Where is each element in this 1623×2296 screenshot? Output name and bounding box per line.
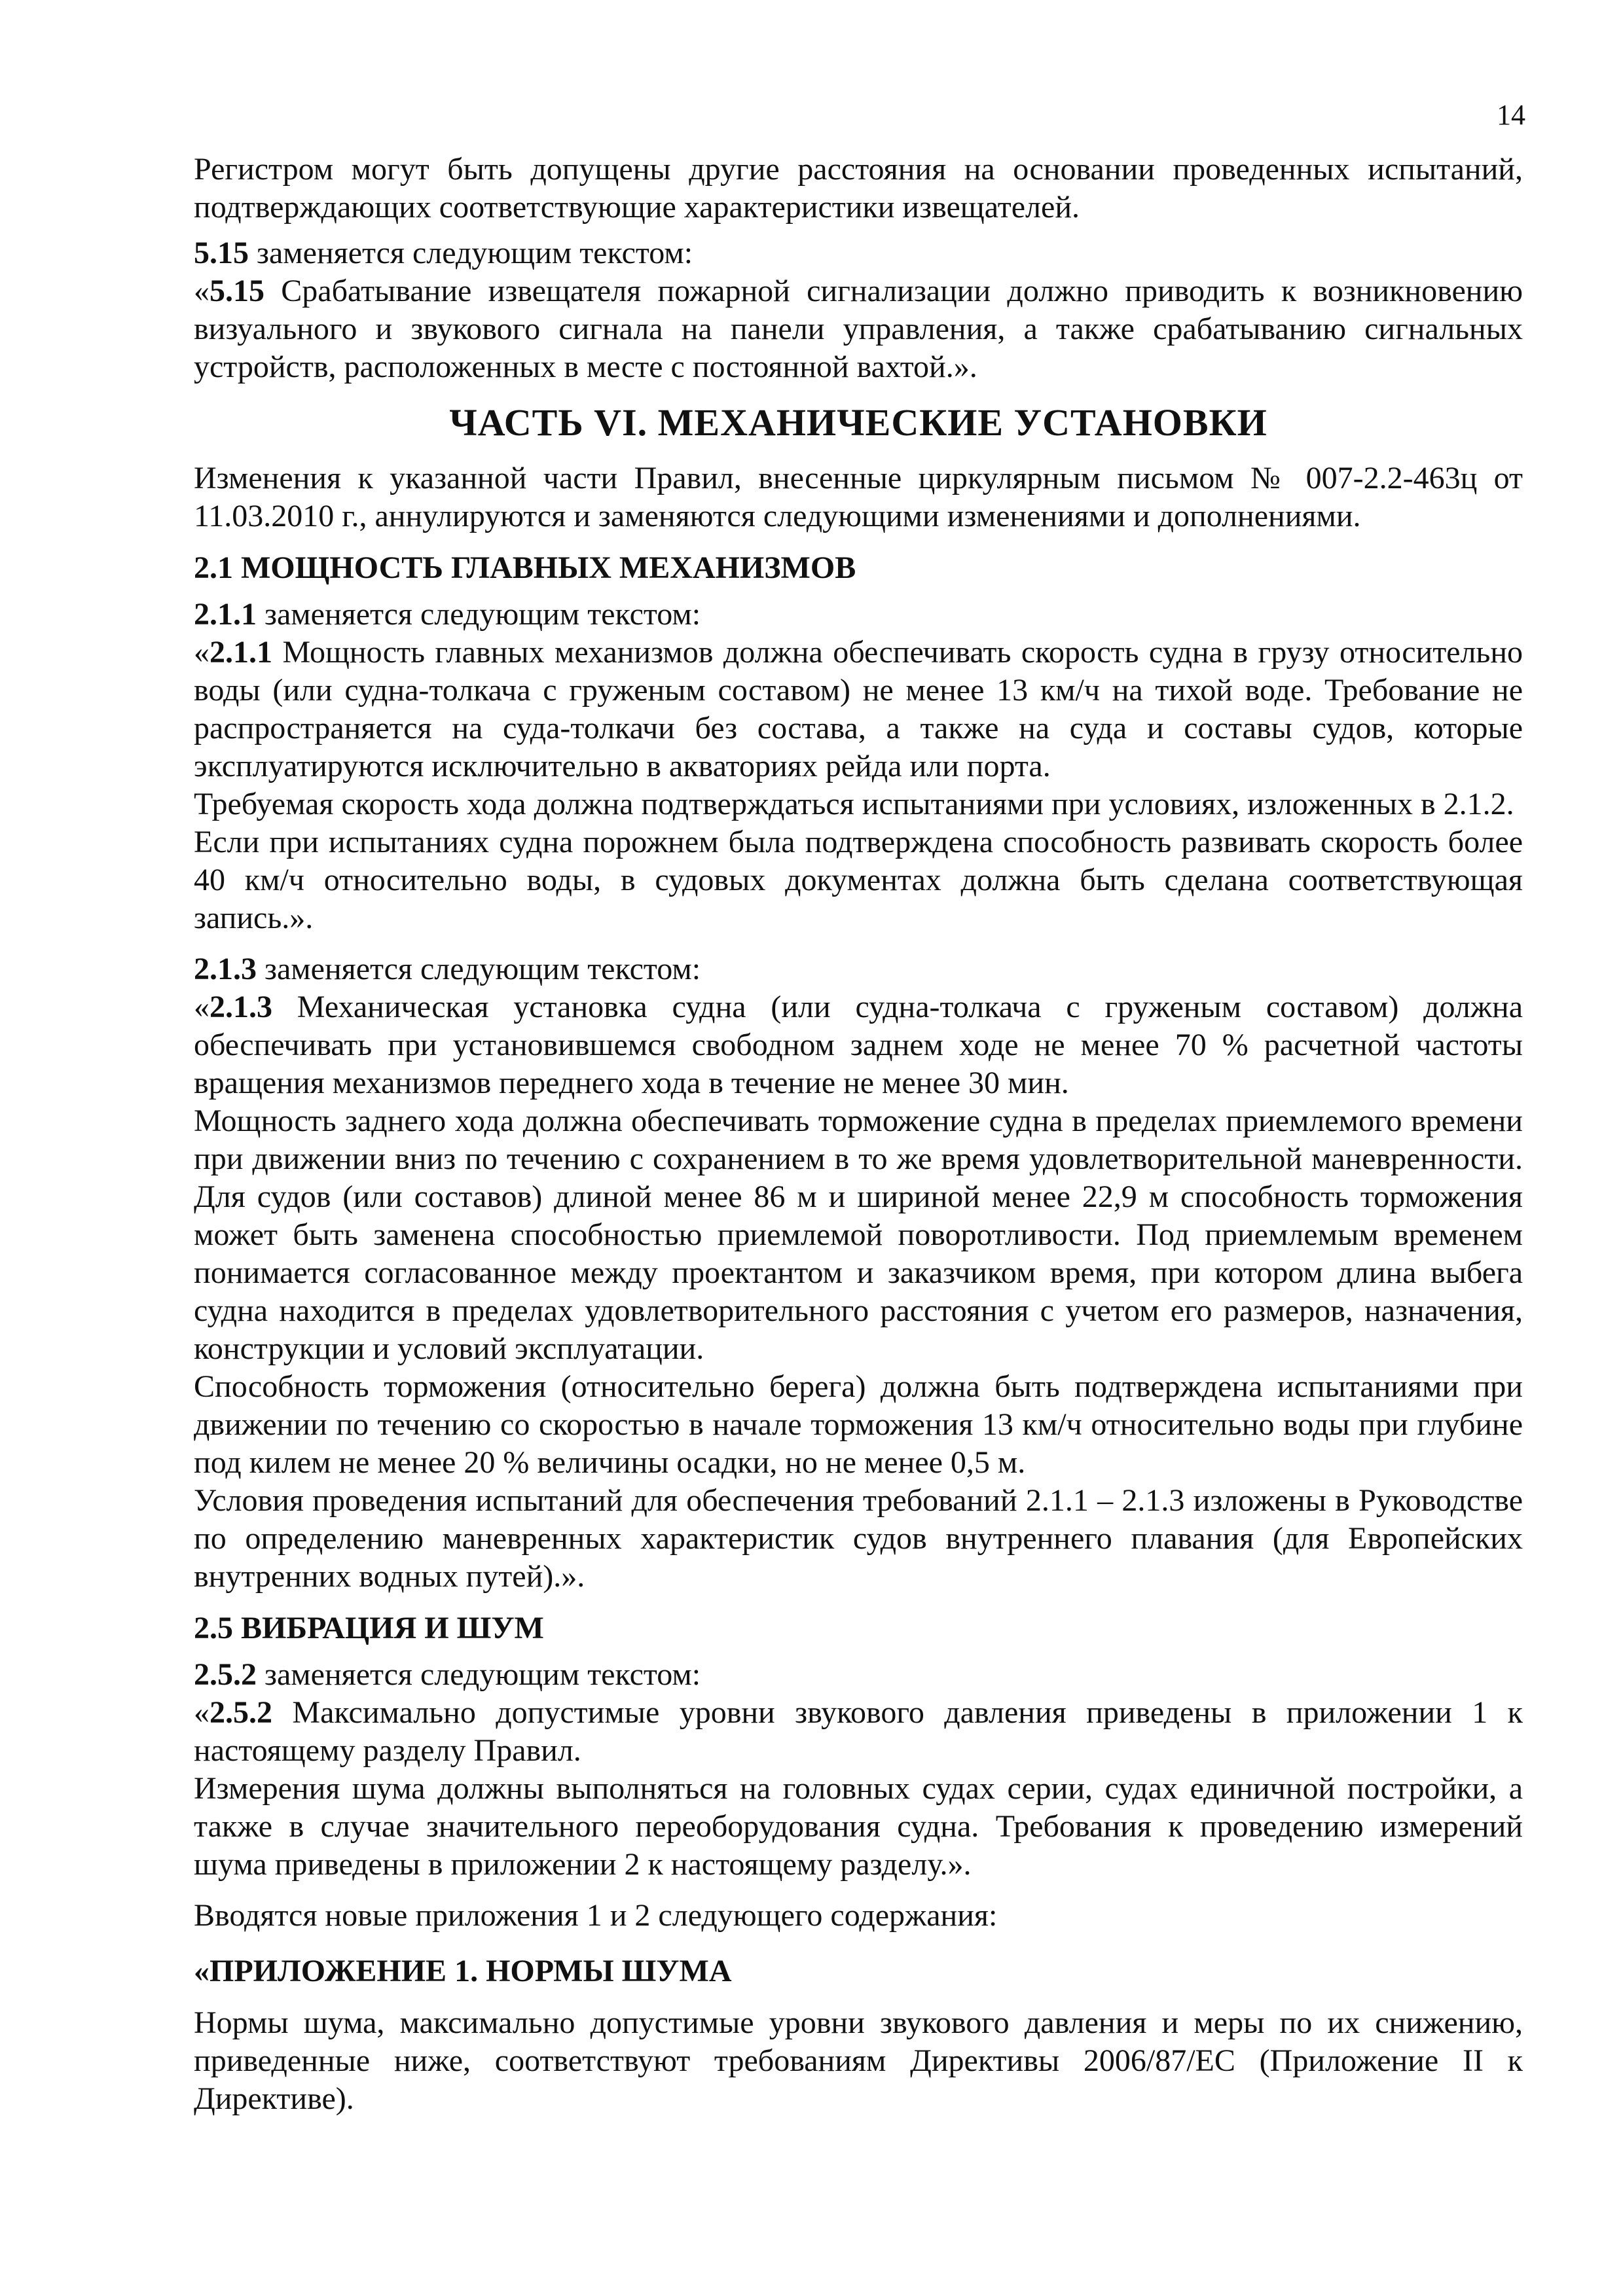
paragraph: Регистром могут быть допущены другие расстояния на основании проведенных испытаний, подтверждающих соответствующие характеристики извещателей.: [194, 152, 1523, 224]
paragraph: Вводятся новые приложения 1 и 2 следующего содержания:: [194, 1898, 998, 1933]
appendix-title: «ПРИЛОЖЕНИЕ 1. НОРМЫ ШУМА: [194, 1954, 732, 1988]
amendment-intro-2-5-2: [194, 1656, 1523, 1694]
clause-number: 5.15: [194, 236, 249, 270]
clause-number: 2.5.2: [210, 1695, 272, 1730]
clause-text: Мощность главных механизмов должна обеспечивать скорость судна в грузу относительно воды (или судна-толкача с груженым составом) не менее 13 км/ч на тихой воде. Требование не распространяется на суда-толкачи без состава, а также на суда и составы судов, которые эксплуатируются исключительно в акваториях рейда или порта.: [194, 635, 1523, 783]
clause-number: 2.1.3: [210, 990, 272, 1024]
paragraph: Требуемая скорость хода должна подтверждаться испытаниями при условиях, изложенных в 2.1.2.: [194, 787, 1514, 821]
part-intro: Изменения к указанной части Правил, внесенные циркулярным письмом № 007-2.2-463ц от 11.03.2010 г., аннулируются и заменяются следующими изменениями и дополнениями.: [194, 461, 1523, 533]
section-title-2-5: 2.5 ВИБРАЦИЯ И ШУМ: [194, 1611, 544, 1645]
clause-text: Срабатывание извещателя пожарной сигнализации должно приводить к возникновению визуального и звукового сигнала на панели управления, а также срабатыванию сигнальных устройств, расположенных в месте с постоянной вахтой.».: [194, 274, 1523, 384]
paragraph: Измерения шума должны выполняться на головных судах серии, судах единичной постройки, а также в случае значительного переоборудования судна. Требования к проведению измерений шума приведены в приложении 2 к настоящему разделу.».: [194, 1771, 1523, 1882]
paragraph: Способность торможения (относительно берега) должна быть подтверждена испытаниями при движении по течению со скоростью в начале торможения 13 км/ч относительно воды при глубине под килем не менее 20 % величины осадки, но не менее 0,5 м.: [194, 1369, 1523, 1480]
paragraph: Мощность заднего хода должна обеспечивать торможение судна в пределах приемлемого времени при движении вниз по течению с сохранением в то же время удовлетворительной маневренности. Для судов (или составов) длиной менее 86 м и шириной менее 22,9 м способность торможения может быть заменена способностью приемлемой поворотливости. Под приемлемым временем понимается согласованное между проектантом и заказчиком время, при котором длина выбега судна находится в пределах удовлетворительного расстояния с учетом его размеров, назначения, конструкции и условий эксплуатации.: [194, 1103, 1523, 1366]
paragraph: Если при испытаниях судна порожнем была подтверждена способность развивать скорость более 40 км/ч относительно воды, в судовых документах должна быть сделана соответствующая запись.».: [194, 825, 1523, 935]
quote-mark: «: [194, 635, 210, 670]
amendment-text-2-1-3: [194, 988, 1523, 1102]
amendment-intro-2-1-1: [194, 596, 1523, 634]
clause-number: 2.5.2: [194, 1657, 257, 1692]
page-number: 14: [1497, 99, 1525, 131]
page-content: [194, 151, 1523, 2118]
amendment-text-2-5-2: [194, 1694, 1523, 1770]
clause-number: 2.1.1: [210, 635, 272, 670]
quote-mark: «: [194, 1695, 210, 1730]
clause-number: 5.15: [210, 274, 264, 308]
amendment-intro-text: заменяется следующим текстом:: [257, 1657, 701, 1692]
quote-mark: «: [194, 274, 210, 308]
amendment-text-2-1-1: [194, 634, 1523, 785]
amendment-intro-text: заменяется следующим текстом:: [257, 952, 701, 986]
amendment-text-5-15: [194, 272, 1523, 386]
amendment-intro-text: заменяется следующим текстом:: [249, 236, 693, 270]
paragraph: Нормы шума, максимально допустимые уровни звукового давления и меры по их снижению, приведенные ниже, соответствуют требованиям Директивы 2006/87/ЕС (Приложение II к Директиве).: [194, 2005, 1523, 2116]
amendment-intro-text: заменяется следующим текстом:: [257, 597, 701, 632]
paragraph: Условия проведения испытаний для обеспечения требований 2.1.1 – 2.1.3 изложены в Руководстве по определению маневренных характеристик судов внутреннего плавания (для Европейских внутренних водных путей).».: [194, 1483, 1523, 1594]
clause-number: 2.1.1: [194, 597, 257, 632]
section-title-2-1: 2.1 МОЩНОСТЬ ГЛАВНЫХ МЕХАНИЗМОВ: [194, 550, 856, 585]
amendment-intro-2-1-3: [194, 950, 1523, 988]
clause-text: Механическая установка судна (или судна-толкача с груженым составом) должна обеспечивать при установившемся свободном заднем ходе не менее 70 % расчетной частоты вращения механизмов переднего хода в течение не менее 30 мин.: [194, 990, 1523, 1100]
quote-mark: «: [194, 990, 210, 1024]
part-title: ЧАСТЬ VI. МЕХАНИЧЕСКИЕ УСТАНОВКИ: [449, 401, 1267, 444]
amendment-intro-5-15: [194, 234, 1523, 272]
clause-number: 2.1.3: [194, 952, 257, 986]
clause-text: Максимально допустимые уровни звукового давления приведены в приложении 1 к настоящему разделу Правил.: [194, 1695, 1523, 1768]
